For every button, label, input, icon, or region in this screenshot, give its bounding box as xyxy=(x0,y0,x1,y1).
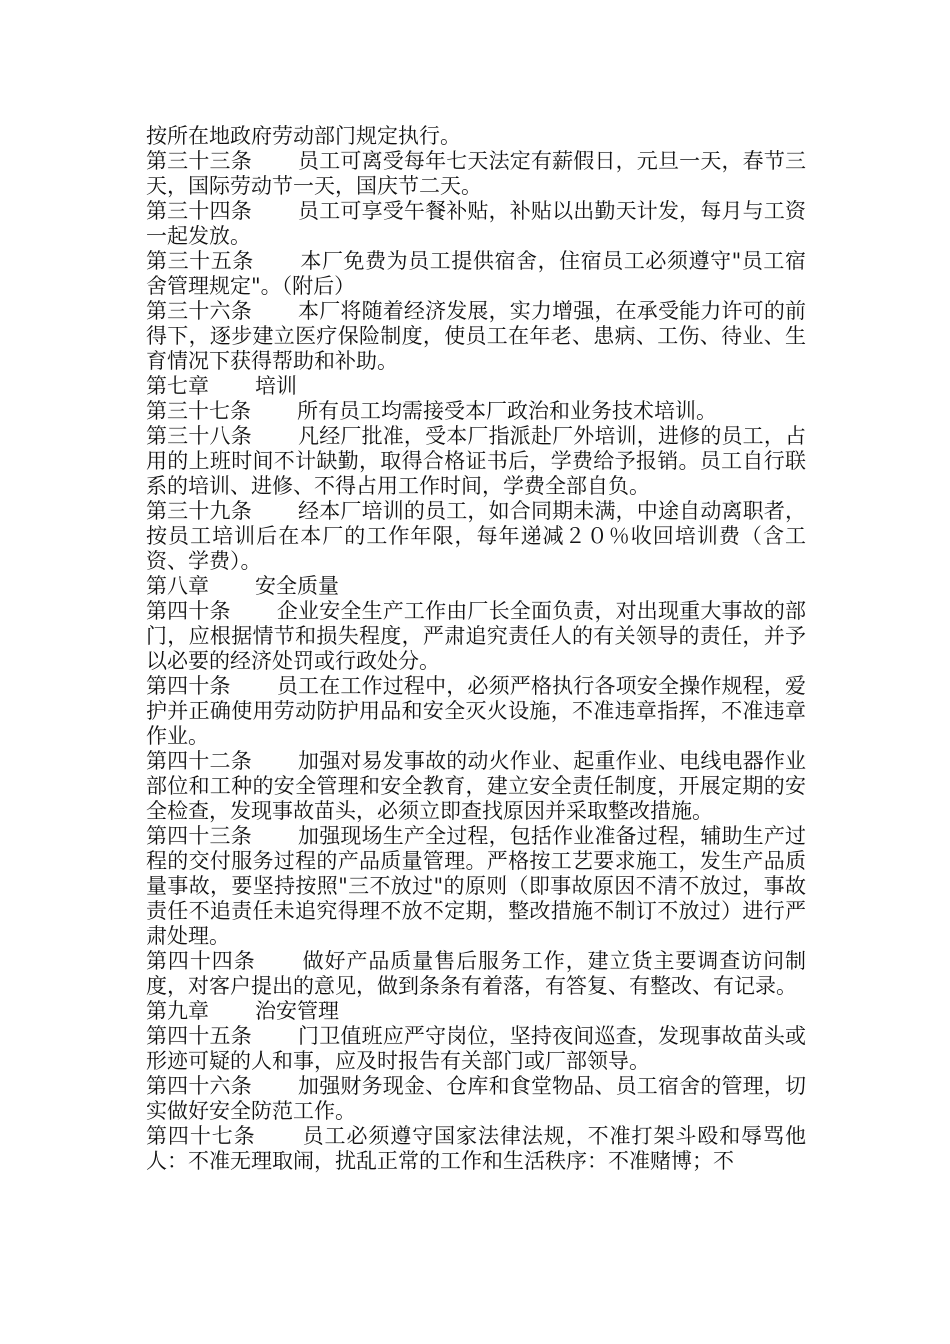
article-label: 第七章 xyxy=(146,374,209,398)
article-paragraph xyxy=(146,949,806,999)
article-paragraph xyxy=(146,674,806,749)
article-label: 第三十九条 xyxy=(146,499,252,523)
article-text: 员工在工作过程中，必须严格执行各项安全操作规程，爱护并正确使用劳动防护用品和安全灭火设施，不准违章指挥，不准违章作业。 xyxy=(146,674,807,748)
article-paragraph xyxy=(146,299,806,374)
article-text: 所有员工均需接受本厂政治和业务技术培训。 xyxy=(297,399,717,423)
article-text: 门卫值班应严守岗位，坚持夜间巡查，发现事故苗头或形迹可疑的人和事，应及时报告有关部门或厂部领导。 xyxy=(146,1024,807,1073)
article-label: 第三十四条 xyxy=(146,199,252,223)
article-text: 员工必须遵守国家法律法规，不准打架斗殴和辱骂他人：不准无理取闹，扰乱正常的工作和生活秩序：不准赌博；不 xyxy=(146,1124,807,1173)
article-label: 第四十七条 xyxy=(146,1124,256,1148)
article-paragraph xyxy=(146,199,806,249)
article-paragraph xyxy=(146,249,806,299)
article-label: 第九章 xyxy=(146,999,209,1023)
article-text: 本厂将随着经济发展，实力增强，在承受能力许可的前得下，逐步建立医疗保险制度，使员工在年老、患病、工伤、待业、生育情况下获得帮助和补助。 xyxy=(146,299,807,373)
article-paragraph xyxy=(146,149,806,199)
article-label: 第四十条 xyxy=(146,599,231,623)
article-text: 加强现场生产全过程，包括作业准备过程，辅助生产过程的交付服务过程的产品质量管理。严格按工艺要求施工，发生产品质量事故，要坚持按照"三不放过"的原则（即事故原因不清不放过，事故责任不追责任未追究得理不放不定期，整改措施不制订不放过）进行严肃处理。 xyxy=(146,824,807,948)
article-text: 按所在地政府劳动部门规定执行。 xyxy=(146,124,461,148)
article-label: 第三十八条 xyxy=(146,424,252,448)
article-paragraph xyxy=(146,399,806,424)
article-paragraph xyxy=(146,1124,806,1174)
article-paragraph xyxy=(146,574,806,599)
article-label: 第四十条 xyxy=(146,674,231,698)
article-text: 经本厂培训的员工，如合同期未满，中途自动离职者，按员工培训后在本厂的工作年限，每年递减２０％收回培训费（含工资、学费）。 xyxy=(146,499,807,573)
article-label: 第三十五条 xyxy=(146,249,254,273)
article-label: 第三十三条 xyxy=(146,149,252,173)
article-text: 员工可享受午餐补贴，补贴以出勤天计发，每月与工资一起发放。 xyxy=(146,199,807,248)
article-paragraph xyxy=(146,999,806,1024)
article-label: 第四十六条 xyxy=(146,1074,252,1098)
article-label: 第四十四条 xyxy=(146,949,256,973)
article-label: 第八章 xyxy=(146,574,209,598)
article-paragraph xyxy=(146,1024,806,1074)
article-text: 加强财务现金、仓库和食堂物品、员工宿舍的管理，切实做好安全防范工作。 xyxy=(146,1074,807,1123)
continuation-paragraph xyxy=(146,124,806,149)
article-label: 第四十三条 xyxy=(146,824,252,848)
document-body xyxy=(146,124,806,1174)
article-label: 第三十七条 xyxy=(146,399,251,423)
article-text: 培训 xyxy=(255,374,297,398)
article-paragraph xyxy=(146,749,806,824)
article-text: 员工可离受每年七天法定有薪假日，元旦一天，春节三天，国际劳动节一天，国庆节二天。 xyxy=(146,149,807,198)
article-text: 凡经厂批准，受本厂指派赴厂外培训，进修的员工，占用的上班时间不计缺勤，取得合格证书后，学费给予报销。员工自行联系的培训、进修、不得占用工作时间，学费全部自负。 xyxy=(146,424,807,498)
article-paragraph xyxy=(146,599,806,674)
article-label: 第四十五条 xyxy=(146,1024,252,1048)
article-paragraph xyxy=(146,1074,806,1124)
article-text: 安全质量 xyxy=(255,574,339,598)
article-paragraph xyxy=(146,824,806,949)
article-label: 第三十六条 xyxy=(146,299,252,323)
article-paragraph xyxy=(146,424,806,499)
article-paragraph xyxy=(146,374,806,399)
article-text: 加强对易发事故的动火作业、起重作业、电线电器作业部位和工种的安全管理和安全教育，建立安全责任制度，开展定期的安全检查，发现事故苗头，必须立即查找原因并采取整改措施。 xyxy=(146,749,807,823)
article-text: 本厂免费为员工提供宿舍，住宿员工必须遵守"员工宿舍管理规定"。（附后） xyxy=(146,249,806,298)
article-text: 企业安全生产工作由厂长全面负责，对出现重大事故的部门，应根据情节和损失程度，严肃追究责任人的有关领导的责任，并予以必要的经济处罚或行政处分。 xyxy=(146,599,807,673)
article-text: 治安管理 xyxy=(255,999,339,1023)
article-paragraph xyxy=(146,499,806,574)
article-label: 第四十二条 xyxy=(146,749,252,773)
article-text: 做好产品质量售后服务工作，建立货主要调查访问制度，对客户提出的意见，做到条条有着落，有答复、有整改、有记录。 xyxy=(146,949,807,998)
